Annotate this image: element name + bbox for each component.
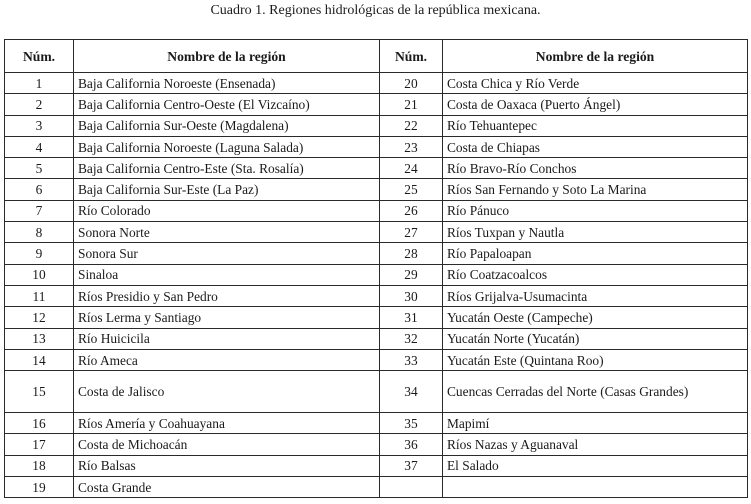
table-row — [5, 158, 748, 179]
region-number-cell: 19 — [5, 477, 74, 498]
region-name-cell: Ríos Grijalva-Usumacinta — [443, 285, 748, 306]
header-name-right: Nombre de la región — [443, 40, 748, 73]
table-row — [5, 243, 748, 264]
region-name-cell: Río Balsas — [74, 455, 380, 476]
table-body — [5, 73, 748, 498]
region-name-cell: Ríos San Fernando y Soto La Marina — [443, 179, 748, 200]
region-name-cell: Costa de Jalisco — [74, 371, 380, 413]
region-name-cell: Ríos Presidio y San Pedro — [74, 285, 380, 306]
table-row — [5, 200, 748, 221]
table-row — [5, 455, 748, 476]
region-number-cell: 1 — [5, 73, 74, 94]
region-number-cell: 27 — [380, 222, 443, 243]
region-number-cell — [380, 477, 443, 498]
table-row — [5, 371, 748, 413]
region-name-cell: Yucatán Oeste (Campeche) — [443, 307, 748, 328]
table-caption: Cuadro 1. Regiones hidrológicas de la república mexicana. — [210, 3, 541, 18]
table-row — [5, 434, 748, 455]
region-number-cell: 25 — [380, 179, 443, 200]
region-name-cell: Baja California Centro-Este (Sta. Rosalía) — [74, 158, 380, 179]
table-row — [5, 285, 748, 306]
region-name-cell: Baja California Sur-Oeste (Magdalena) — [74, 115, 380, 136]
table-row — [5, 179, 748, 200]
region-number-cell: 7 — [5, 200, 74, 221]
region-name-cell: Sonora Sur — [74, 243, 380, 264]
region-name-cell: Río Coatzacoalcos — [443, 264, 748, 285]
region-number-cell: 28 — [380, 243, 443, 264]
region-number-cell: 15 — [5, 371, 74, 413]
region-number-cell: 16 — [5, 413, 74, 434]
table-row — [5, 94, 748, 115]
region-number-cell: 32 — [380, 328, 443, 349]
region-name-cell — [443, 477, 748, 498]
header-num-right: Núm. — [380, 40, 443, 73]
regions-table — [4, 39, 748, 498]
region-number-cell: 35 — [380, 413, 443, 434]
table-row — [5, 413, 748, 434]
header-row — [5, 40, 748, 73]
region-number-cell: 20 — [380, 73, 443, 94]
region-name-cell: Cuencas Cerradas del Norte (Casas Grandes) — [443, 371, 748, 413]
region-name-cell: Costa de Michoacán — [74, 434, 380, 455]
region-name-cell: Río Colorado — [74, 200, 380, 221]
region-name-cell: Río Papaloapan — [443, 243, 748, 264]
region-name-cell: Mapimí — [443, 413, 748, 434]
region-name-cell: Ríos Tuxpan y Nautla — [443, 222, 748, 243]
region-name-cell: Costa de Chiapas — [443, 136, 748, 157]
region-number-cell: 12 — [5, 307, 74, 328]
table-row — [5, 264, 748, 285]
table-row — [5, 349, 748, 370]
region-number-cell: 36 — [380, 434, 443, 455]
region-name-cell: Río Bravo-Río Conchos — [443, 158, 748, 179]
region-name-cell: Costa Chica y Río Verde — [443, 73, 748, 94]
region-number-cell: 2 — [5, 94, 74, 115]
region-number-cell: 37 — [380, 455, 443, 476]
table-row — [5, 136, 748, 157]
region-name-cell: Ríos Lerma y Santiago — [74, 307, 380, 328]
region-name-cell: Yucatán Este (Quintana Roo) — [443, 349, 748, 370]
region-name-cell: Costa Grande — [74, 477, 380, 498]
region-name-cell: Baja California Noroeste (Ensenada) — [74, 73, 380, 94]
region-name-cell: Costa de Oaxaca (Puerto Ángel) — [443, 94, 748, 115]
header-num-left: Núm. — [5, 40, 74, 73]
region-number-cell: 5 — [5, 158, 74, 179]
region-name-cell: Sinaloa — [74, 264, 380, 285]
region-number-cell: 9 — [5, 243, 74, 264]
region-number-cell: 30 — [380, 285, 443, 306]
region-number-cell: 23 — [380, 136, 443, 157]
region-name-cell: Baja California Noroeste (Laguna Salada) — [74, 136, 380, 157]
region-number-cell: 8 — [5, 222, 74, 243]
region-name-cell: Río Huicicila — [74, 328, 380, 349]
region-name-cell: El Salado — [443, 455, 748, 476]
region-number-cell: 26 — [380, 200, 443, 221]
region-number-cell: 17 — [5, 434, 74, 455]
region-number-cell: 18 — [5, 455, 74, 476]
table-row — [5, 307, 748, 328]
region-name-cell: Río Pánuco — [443, 200, 748, 221]
region-number-cell: 4 — [5, 136, 74, 157]
region-number-cell: 29 — [380, 264, 443, 285]
region-number-cell: 31 — [380, 307, 443, 328]
region-name-cell: Ríos Amería y Coahuayana — [74, 413, 380, 434]
table-row — [5, 115, 748, 136]
region-number-cell: 22 — [380, 115, 443, 136]
table-row — [5, 222, 748, 243]
region-name-cell: Ríos Nazas y Aguanaval — [443, 434, 748, 455]
region-number-cell: 6 — [5, 179, 74, 200]
table-row — [5, 477, 748, 498]
region-number-cell: 11 — [5, 285, 74, 306]
table-row — [5, 328, 748, 349]
region-number-cell: 10 — [5, 264, 74, 285]
region-number-cell: 24 — [380, 158, 443, 179]
region-number-cell: 3 — [5, 115, 74, 136]
header-name-left: Nombre de la región — [74, 40, 380, 73]
region-name-cell: Sonora Norte — [74, 222, 380, 243]
region-name-cell: Río Ameca — [74, 349, 380, 370]
region-number-cell: 14 — [5, 349, 74, 370]
region-number-cell: 33 — [380, 349, 443, 370]
region-name-cell: Río Tehuantepec — [443, 115, 748, 136]
region-name-cell: Baja California Sur-Este (La Paz) — [74, 179, 380, 200]
region-number-cell: 34 — [380, 371, 443, 413]
region-name-cell: Baja California Centro-Oeste (El Vizcaíno) — [74, 94, 380, 115]
table-row — [5, 73, 748, 94]
region-name-cell: Yucatán Norte (Yucatán) — [443, 328, 748, 349]
region-number-cell: 21 — [380, 94, 443, 115]
region-number-cell: 13 — [5, 328, 74, 349]
